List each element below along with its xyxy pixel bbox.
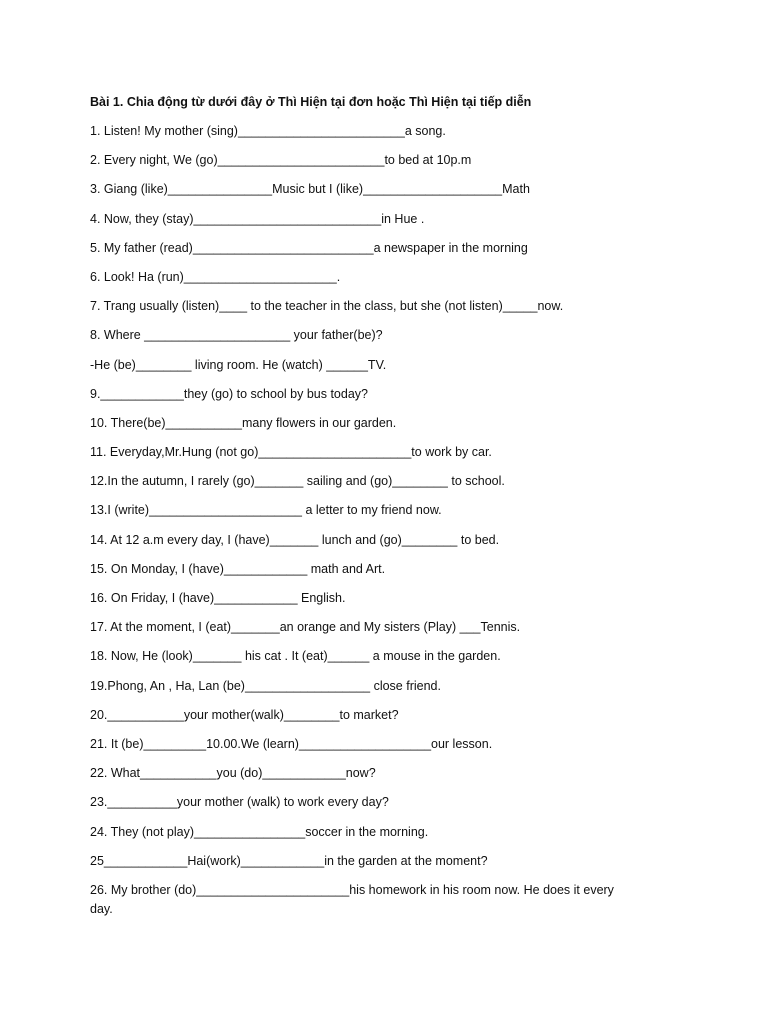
exercise-title: Bài 1. Chia động từ dưới đây ở Thì Hiện tại đơn hoặc Thì Hiện tại tiếp diễn (90, 95, 532, 109)
exercise-line-12: 12.In the autumn, I rarely (go)_______ sailing and (go)________ to school. (90, 474, 505, 489)
exercise-line-14: 14. At 12 a.m every day, I (have)_______ lunch and (go)________ to bed. (90, 532, 500, 547)
exercise-line-13: 13.I (write)______________________ a letter to my friend now. (90, 503, 442, 518)
exercise-line-3: 3. Giang (like)_______________Music but I (like)____________________Math (90, 182, 530, 197)
exercise-line-19: 19.Phong, An , Ha, Lan (be)__________________ close friend. (90, 678, 441, 693)
exercise-line-5: 5. My father (read)__________________________a newspaper in the morning (90, 240, 528, 255)
exercise-line-4: 4. Now, they (stay)___________________________in Hue . (90, 211, 425, 226)
exercise-line-24: 24. They (not play)________________soccer in the morning. (90, 824, 429, 839)
exercise-content (90, 93, 650, 919)
exercise-line-10: 10. There(be)___________many flowers in our garden. (90, 415, 397, 430)
exercise-line-2: 2. Every night, We (go)________________________to bed at 10p.m (90, 153, 472, 168)
exercise-line-6: 6. Look! Ha (run)______________________. (90, 269, 341, 284)
exercise-line-8-answer: -He (be)________ living room. He (watch) ______TV. (90, 357, 387, 372)
exercise-line-25: 25____________Hai(work)____________in the garden at the moment? (90, 853, 488, 868)
exercise-line-17: 17. At the moment, I (eat)_______an orange and My sisters (Play) ___Tennis. (90, 620, 521, 635)
exercise-line-23: 23.__________your mother (walk) to work every day? (90, 795, 389, 810)
exercise-line-20: 20.___________your mother(walk)________to market? (90, 707, 399, 722)
exercise-line-9: 9.____________they (go) to school by bus today? (90, 386, 368, 401)
exercise-line-18: 18. Now, He (look)_______ his cat . It (eat)______ a mouse in the garden. (90, 649, 501, 664)
exercise-line-21: 21. It (be)_________10.00.We (learn)___________________our lesson. (90, 736, 493, 751)
exercise-line-16: 16. On Friday, I (have)____________ English. (90, 591, 346, 605)
exercise-line-11: 11. Everyday,Mr.Hung (not go)______________________to work by car. (90, 445, 492, 460)
exercise-line-22: 22. What___________you (do)____________now? (90, 766, 376, 781)
exercise-line-7: 7. Trang usually (listen)____ to the teacher in the class, but she (not listen)_____now. (90, 299, 564, 314)
exercise-line-26: 26. My brother (do)______________________his homework in his room now. He does it every day. (90, 882, 618, 916)
exercise-line-15: 15. On Monday, I (have)____________ math and Art. (90, 561, 386, 576)
exercise-line-1: 1. Listen! My mother (sing)________________________a song. (90, 124, 446, 138)
exercise-line-8: 8. Where _____________________ your father(be)? (90, 328, 383, 343)
